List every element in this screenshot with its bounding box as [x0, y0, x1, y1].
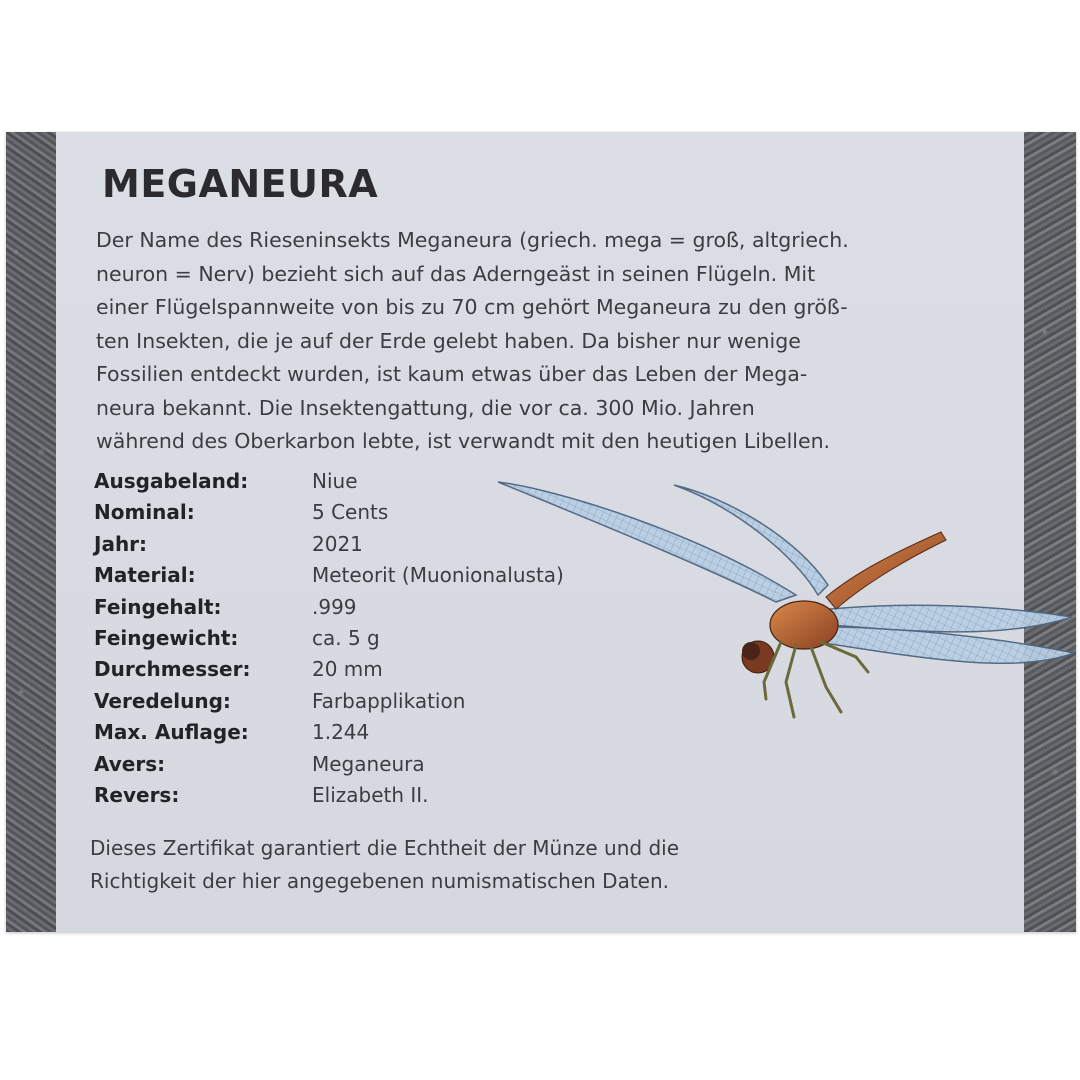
wing-lower-right-2 [830, 605, 1072, 632]
spec-label: Ausgabeland: [94, 469, 249, 493]
certificate-card [6, 132, 1076, 932]
description-line: Fossilien entdeckt wurden, ist kaum etwas über das Leben der Mega- [96, 362, 808, 386]
spec-label: Avers: [94, 751, 166, 776]
spec-row-max-auflage [94, 717, 564, 748]
dragonfly-abdomen [826, 532, 946, 609]
spec-label: Revers: [94, 783, 180, 808]
stone-border-left [6, 132, 56, 932]
dragonfly-illustration [496, 477, 1076, 747]
authenticity-statement [90, 832, 679, 898]
spec-row-jahr [94, 529, 564, 560]
spec-row-veredelung [94, 686, 564, 717]
spec-row-durchmesser [94, 654, 564, 685]
description-line: Der Name des Rieseninsekts Meganeura (griech. mega = groß, altgriech. [96, 228, 849, 252]
certificate-title: MEGANEURA [102, 162, 379, 206]
specs-table [94, 466, 564, 811]
spec-value: 5 Cents [312, 500, 389, 525]
description-paragraph [96, 224, 976, 459]
spec-label: Feingehalt: [94, 594, 222, 619]
spec-label: Veredelung: [94, 688, 231, 713]
spec-row-ausgabeland [94, 466, 564, 497]
spec-value: Niue [312, 469, 358, 493]
spec-value: 2021 [312, 531, 363, 556]
description-line: neura bekannt. Die Insektengattung, die vor ca. 300 Mio. Jahren [96, 395, 755, 420]
footer-line: Richtigkeit der hier angegebenen numismatischen Daten. [90, 869, 670, 893]
spec-row-feingehalt [94, 592, 564, 623]
footer-line: Dieses Zertifikat garantiert die Echtheit der Münze und die [90, 836, 680, 860]
spec-value: Farbapplikation [312, 688, 466, 713]
spec-value: Meteorit (Muonionalusta) [312, 563, 564, 588]
dragonfly-legs [764, 642, 868, 717]
description-line: während des Oberkarbon lebte, ist verwandt mit den heutigen Libellen. [96, 429, 831, 453]
description-line: neuron = Nerv) bezieht sich auf das Aderngeäst in seinen Flügeln. Mit [96, 261, 816, 286]
spec-row-revers [94, 780, 564, 811]
spec-label: Feingewicht: [94, 626, 239, 651]
description-line: einer Flügelspannweite von bis zu 70 cm gehört Meganeura zu den größ- [96, 295, 848, 319]
description-line: ten Insekten, die je auf der Erde gelebt haben. Da bisher nur wenige [96, 328, 801, 353]
spec-value: 1.244 [312, 720, 370, 745]
spec-value: Elizabeth II. [312, 783, 429, 808]
spec-label: Max. Auflage: [94, 720, 249, 745]
spec-value: ca. 5 g [312, 626, 380, 651]
spec-row-material [94, 560, 564, 591]
spec-row-feingewicht [94, 623, 564, 654]
spec-value: .999 [312, 594, 357, 619]
spec-label: Jahr: [94, 531, 148, 556]
spec-value: Meganeura [312, 751, 425, 776]
spec-label: Nominal: [94, 500, 195, 525]
spec-value: 20 mm [312, 657, 383, 682]
spec-row-nominal [94, 497, 564, 528]
spec-row-avers [94, 749, 564, 780]
spec-label: Durchmesser: [94, 657, 251, 682]
wing-upper-left [498, 482, 796, 602]
dragonfly-eye [742, 642, 760, 660]
spec-label: Material: [94, 563, 196, 588]
